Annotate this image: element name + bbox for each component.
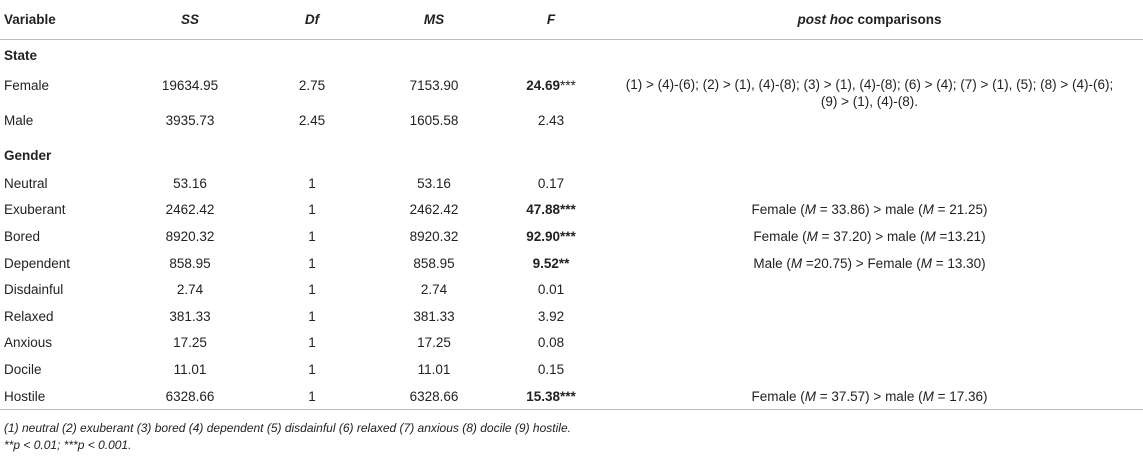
cell-posthoc (596, 276, 1143, 303)
cell-df: 1 (308, 228, 316, 244)
posthoc-text: = 21.25) (933, 202, 988, 218)
cell-f (506, 197, 596, 224)
cell-posthoc (596, 197, 1143, 224)
cell-df: 1 (308, 255, 316, 271)
cell-variable: Hostile (4, 388, 46, 404)
cell-ms: 17.25 (417, 335, 451, 351)
f-value: 15.38 (526, 388, 561, 404)
col-posthoc-rest: comparisons (853, 12, 942, 27)
header-row (0, 0, 1143, 40)
cell-posthoc (596, 356, 1143, 383)
cell-posthoc (596, 250, 1143, 277)
table-row (0, 303, 1143, 330)
table-row (0, 197, 1143, 224)
cell-ms: 2462.42 (409, 202, 459, 218)
cell-df: 1 (308, 175, 316, 191)
cell-df: 2.45 (298, 112, 326, 128)
cell-variable: Bored (4, 228, 41, 244)
cell-variable: Female (4, 77, 50, 93)
posthoc-text: = 17.36) (933, 388, 988, 404)
cell-ss: 19634.95 (161, 77, 219, 93)
cell-ss: 8920.32 (165, 228, 215, 244)
table-row (0, 70, 1143, 100)
f-value: 47.88 (526, 202, 561, 218)
cell-variable: Neutral (4, 175, 48, 191)
footnote-legend: (1) neutral (2) exuberant (3) bored (4) dependent (5) disdainful (6) relaxed (7) anxious (8) docile (9) hostile. (4, 421, 571, 436)
col-df: Df (262, 0, 362, 40)
cell-ss: 6328.66 (165, 388, 215, 404)
table-row (0, 223, 1143, 250)
cell-ms: 8920.32 (409, 228, 459, 244)
cell-f (506, 223, 596, 250)
posthoc-m: M (804, 202, 817, 218)
posthoc-m: M (790, 255, 803, 271)
cell-ms: 6328.66 (409, 388, 459, 404)
f-value: 9.52 (532, 255, 559, 271)
table-row (0, 356, 1143, 383)
col-ms: MS (362, 0, 506, 40)
posthoc-text: = 37.57) > male ( (816, 388, 923, 404)
posthoc-text: = 37.20) > male ( (817, 228, 925, 244)
cell-variable: Docile (4, 361, 42, 377)
cell-ms: 381.33 (413, 308, 455, 324)
footnote-row (0, 410, 1143, 455)
cell-df: 1 (308, 282, 316, 298)
posthoc-m: M (922, 202, 934, 218)
posthoc-m: M (806, 228, 818, 244)
table-row (0, 250, 1143, 277)
col-posthoc (596, 0, 1143, 40)
cell-df: 1 (308, 202, 316, 218)
col-posthoc-italic: post hoc (797, 12, 854, 27)
posthoc-text: Male ( (753, 255, 791, 271)
cell-df: 1 (308, 335, 316, 351)
cell-df: 1 (308, 388, 316, 404)
cell-variable: Disdainful (4, 282, 64, 298)
cell-df: 2.75 (298, 77, 326, 93)
cell-variable: Dependent (4, 255, 71, 271)
sig-marker: *** (560, 388, 576, 404)
sig-marker: ** (558, 255, 570, 271)
f-value: 24.69 (526, 77, 561, 93)
section-row-state (0, 40, 1143, 71)
table-row (0, 330, 1143, 357)
cell-f: 0.01 (537, 282, 565, 298)
posthoc-m: M (922, 388, 934, 404)
cell-ss: 3935.73 (165, 112, 215, 128)
posthoc-line: (9) > (1), (4)-(8). (820, 94, 919, 109)
cell-ms: 1605.58 (409, 112, 459, 128)
posthoc-text: = 33.86) > male ( (816, 202, 923, 218)
posthoc-text: =20.75) > Female ( (802, 255, 921, 271)
cell-f (506, 383, 596, 410)
sig-marker: *** (560, 202, 576, 218)
cell-f: 0.15 (537, 361, 565, 377)
cell-df: 1 (308, 361, 316, 377)
posthoc-m: M (804, 388, 817, 404)
table-row (0, 170, 1143, 197)
cell-variable: Male (4, 112, 34, 128)
cell-posthoc (596, 170, 1143, 197)
cell-posthoc (596, 330, 1143, 357)
posthoc-text: Female ( (751, 202, 805, 218)
cell-f: 3.92 (537, 308, 565, 324)
col-variable: Variable (0, 0, 118, 40)
cell-ss: 53.16 (173, 175, 207, 191)
col-f: F (506, 0, 596, 40)
cell-f: 2.43 (537, 112, 565, 128)
col-ss: SS (118, 0, 262, 40)
posthoc-m: M (924, 228, 936, 244)
cell-posthoc (596, 303, 1143, 330)
cell-ss: 17.25 (173, 335, 207, 351)
cell-ms: 7153.90 (409, 77, 459, 93)
cell-df: 1 (308, 308, 316, 324)
posthoc-text: =13.21) (935, 228, 986, 244)
section-label: State (4, 47, 38, 63)
cell-ms: 2.74 (420, 282, 448, 298)
cell-f (506, 250, 596, 277)
table-row (0, 276, 1143, 303)
section-label: Gender (4, 147, 52, 163)
footnote-significance: **p < 0.01; ***p < 0.001. (4, 438, 132, 453)
table-row (0, 383, 1143, 410)
posthoc-text: Female ( (751, 388, 805, 404)
cell-posthoc (596, 70, 1143, 140)
cell-posthoc (596, 383, 1143, 410)
cell-ss: 858.95 (169, 255, 211, 271)
posthoc-line: (1) > (4)-(6); (2) > (1), (4)-(8); (3) > (1), (4)-(8); (6) > (4); (7) > (1), (5); (8) > (4)-(6); (625, 77, 1114, 92)
cell-ms: 11.01 (417, 361, 451, 377)
cell-ss: 2462.42 (165, 202, 215, 218)
cell-variable: Anxious (4, 335, 53, 351)
cell-posthoc (596, 223, 1143, 250)
f-value: 92.90 (526, 228, 561, 244)
cell-ss: 11.01 (173, 361, 207, 377)
cell-variable: Relaxed (4, 308, 54, 324)
cell-variable: Exuberant (4, 202, 66, 218)
cell-f: 0.08 (537, 335, 565, 351)
cell-ms: 53.16 (417, 175, 451, 191)
posthoc-text: = 13.30) (931, 255, 986, 271)
posthoc-m: M (920, 255, 932, 271)
footnotes (0, 410, 1143, 455)
sig-marker: *** (560, 228, 576, 244)
cell-f (506, 70, 596, 100)
sig-marker: *** (560, 77, 576, 93)
cell-ss: 2.74 (176, 282, 204, 298)
section-row-gender (0, 140, 1143, 170)
cell-f: 0.17 (537, 175, 565, 191)
posthoc-text: Female ( (753, 228, 807, 244)
cell-ms: 858.95 (413, 255, 455, 271)
cell-ss: 381.33 (169, 308, 211, 324)
